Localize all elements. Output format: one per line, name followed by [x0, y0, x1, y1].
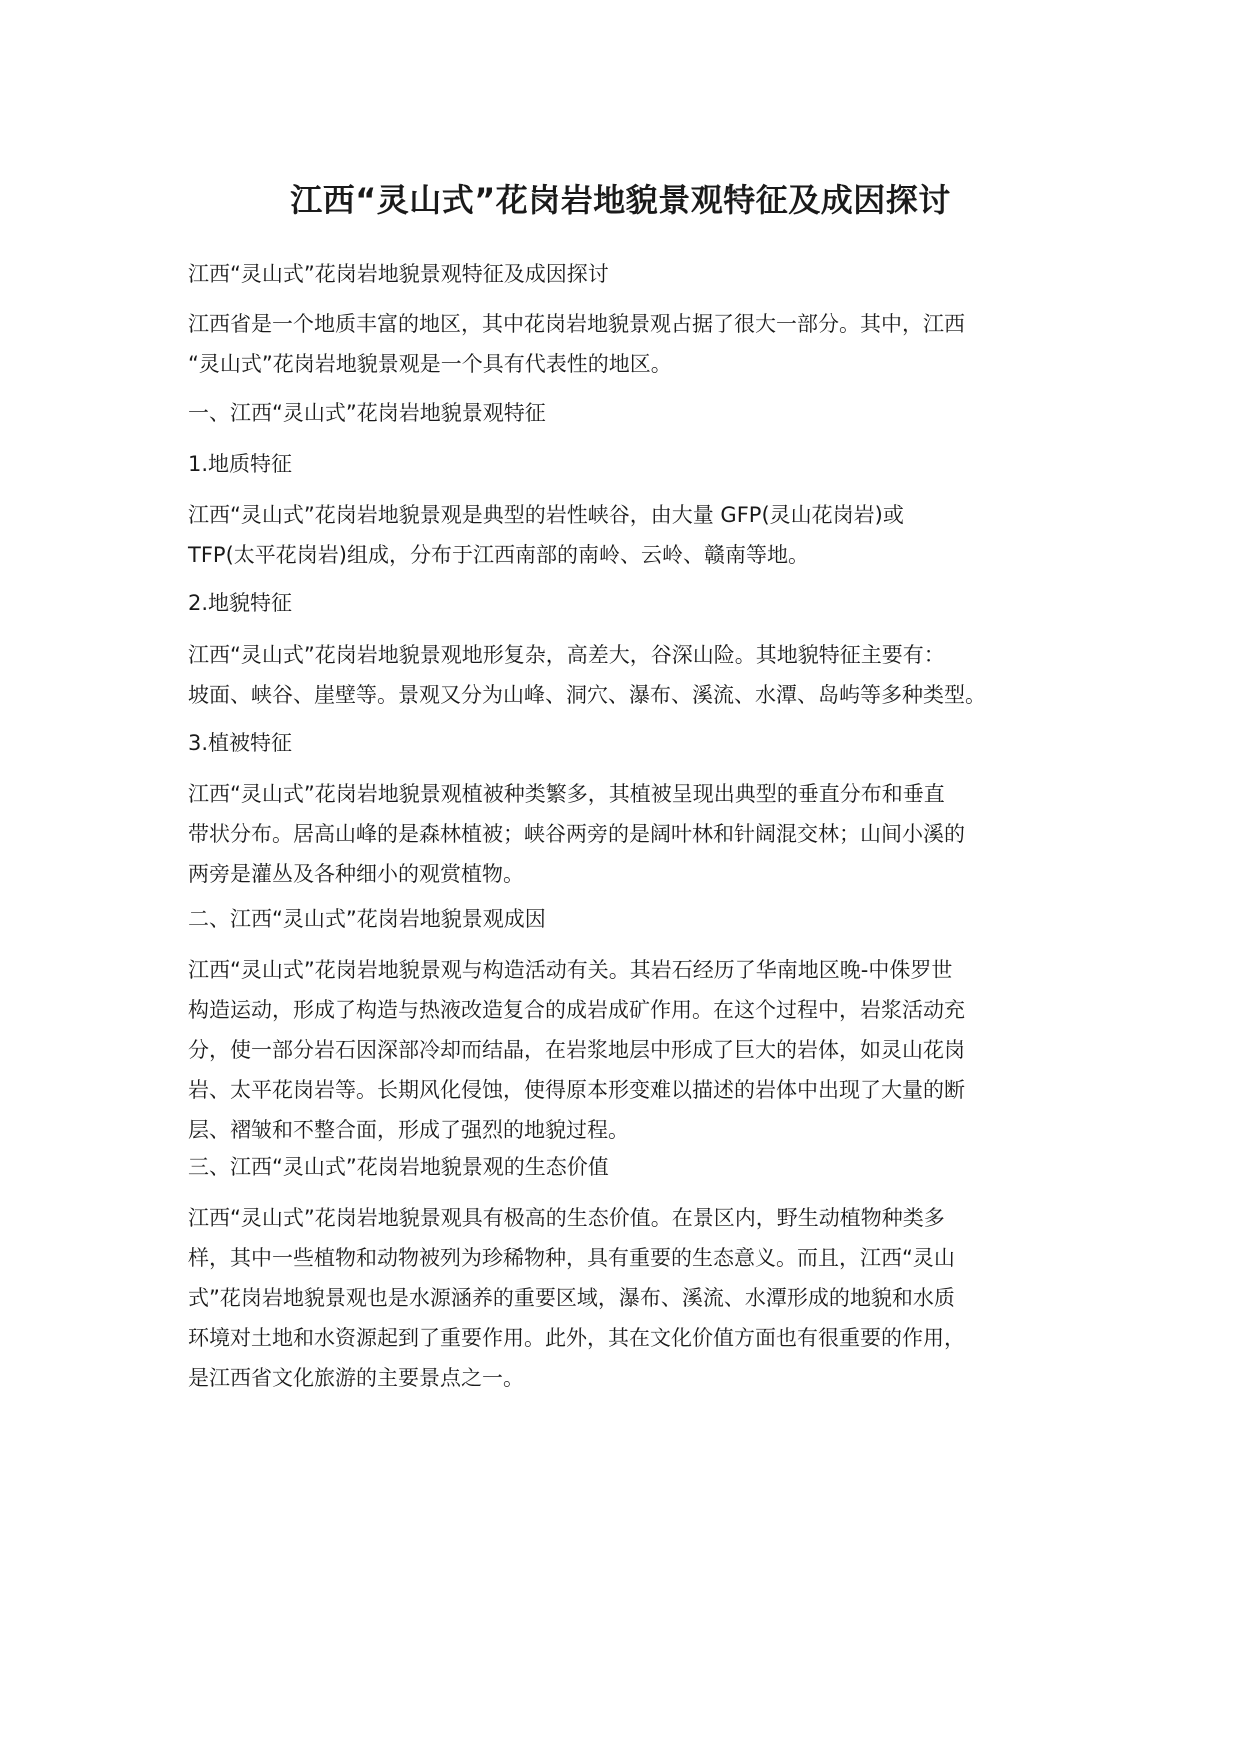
- text-line: 样，其中一些植物和动物被列为珍稀物种，具有重要的生态意义。而且，江西“灵山: [188, 1246, 955, 1270]
- paragraph-intro: [188, 304, 1068, 384]
- text-line: 二、江西“灵山式”花岗岩地貌景观成因: [188, 907, 546, 931]
- text-line: 环境对土地和水资源起到了重要作用。此外，其在文化价值方面也有很重要的作用，: [188, 1326, 965, 1350]
- subsection-heading-landform: [188, 583, 1068, 623]
- text-line: 式”花岗岩地貌景观也是水源涵养的重要区域，瀑布、溪流、水潭形成的地貌和水质: [188, 1286, 955, 1310]
- text-line: 带状分布。居高山峰的是森林植被；峡谷两旁的是阔叶林和针阔混交林；山间小溪的: [188, 822, 965, 846]
- text-line: 是江西省文化旅游的主要景点之一。: [188, 1366, 524, 1390]
- section-heading-3: [188, 1147, 1068, 1187]
- text-line: 江西“灵山式”花岗岩地貌景观是典型的岩性峡谷，由大量 GFP(灵山花岗岩)或: [188, 503, 904, 527]
- text-line: 三、江西“灵山式”花岗岩地貌景观的生态价值: [188, 1155, 609, 1179]
- document-title: 江西“灵山式”花岗岩地貌景观特征及成因探讨: [290, 181, 951, 219]
- text-line: 江西“灵山式”花岗岩地貌景观特征及成因探讨: [188, 262, 609, 286]
- text-line: 构造运动，形成了构造与热液改造复合的成岩成矿作用。在这个过程中，岩浆活动充: [188, 998, 965, 1022]
- text-line: “灵山式”花岗岩地貌景观是一个具有代表性的地区。: [188, 352, 672, 376]
- text-line: 江西“灵山式”花岗岩地貌景观植被种类繁多，其植被呈现出典型的垂直分布和垂直: [188, 782, 945, 806]
- subsection-heading-geology: [188, 444, 1068, 484]
- subsection-heading-vegetation: [188, 723, 1068, 763]
- text-line: 层、褶皱和不整合面，形成了强烈的地貌过程。: [188, 1118, 629, 1142]
- text-line: 分，使一部分岩石因深部冷却而结晶，在岩浆地层中形成了巨大的岩体，如灵山花岗: [188, 1038, 965, 1062]
- text-line: 一、江西“灵山式”花岗岩地貌景观特征: [188, 401, 546, 425]
- text-line: 1.地质特征: [188, 452, 293, 476]
- paragraph-landform: [188, 635, 1068, 715]
- text-line: 江西“灵山式”花岗岩地貌景观地形复杂，高差大，谷深山险。其地貌特征主要有：: [188, 643, 945, 667]
- paragraph-vegetation: [188, 774, 1068, 894]
- paragraph-geology: [188, 495, 1068, 575]
- section-heading-1: [188, 393, 1068, 433]
- text-line: 3.植被特征: [188, 731, 293, 755]
- paragraph-ecology: [188, 1198, 1068, 1398]
- text-line: 2.地貌特征: [188, 591, 293, 615]
- text-line: 江西“灵山式”花岗岩地貌景观与构造活动有关。其岩石经历了华南地区晚-中侏罗世: [188, 958, 953, 982]
- text-line: 江西省是一个地质丰富的地区，其中花岗岩地貌景观占据了很大一部分。其中，江西: [188, 312, 965, 336]
- text-line: 江西“灵山式”花岗岩地貌景观具有极高的生态价值。在景区内，野生动植物种类多: [188, 1206, 945, 1230]
- text-line: 岩、太平花岗岩等。长期风化侵蚀，使得原本形变难以描述的岩体中出现了大量的断: [188, 1078, 965, 1102]
- text-line: 两旁是灌丛及各种细小的观赏植物。: [188, 862, 524, 886]
- paragraph-subtitle: [188, 254, 1068, 294]
- text-line: TFP(太平花岗岩)组成，分布于江西南部的南岭、云岭、赣南等地。: [188, 543, 809, 567]
- paragraph-formation: [188, 950, 1068, 1150]
- text-line: 坡面、峡谷、崖壁等。景观又分为山峰、洞穴、瀑布、溪流、水潭、岛屿等多种类型。: [188, 683, 986, 707]
- section-heading-2: [188, 899, 1068, 939]
